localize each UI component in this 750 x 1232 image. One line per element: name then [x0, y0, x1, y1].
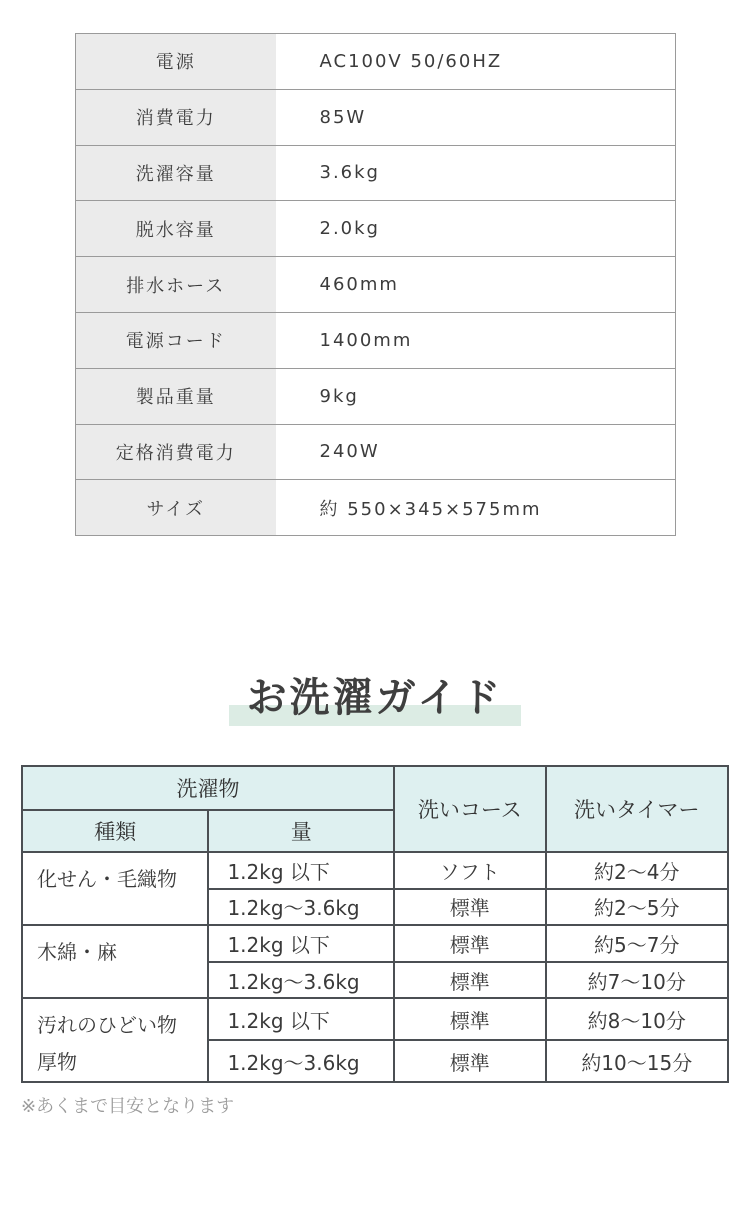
spec-value: 約 550×345×575mm: [276, 480, 676, 536]
course-cell: 標準: [394, 998, 545, 1040]
spec-row-power: [76, 34, 676, 90]
laundry-guide-table: [21, 765, 729, 1083]
timer-cell: 約10〜15分: [546, 1040, 728, 1082]
spec-value: AC100V 50/60HZ: [276, 34, 676, 90]
type-label: 汚れのひどい物: [37, 1013, 177, 1038]
header-amount: 量: [208, 810, 394, 852]
table-row: [22, 852, 728, 889]
spec-value: 2.0kg: [276, 201, 676, 257]
type-label: 木綿・麻: [37, 940, 117, 965]
amount-cell: 1.2kg〜3.6kg: [208, 962, 394, 999]
spec-label: 電源コード: [76, 312, 276, 368]
spec-label: サイズ: [76, 480, 276, 536]
course-cell: 標準: [394, 925, 545, 962]
amount-cell: 1.2kg〜3.6kg: [208, 1040, 394, 1082]
type-label: 厚物: [37, 1050, 77, 1075]
spec-label: 脱水容量: [76, 201, 276, 257]
spec-row-drain-hose: [76, 257, 676, 313]
header-laundry: 洗濯物: [22, 766, 394, 810]
guide-heading: [0, 672, 750, 732]
spec-row-wash-capacity: [76, 145, 676, 201]
spec-value: 1400mm: [276, 312, 676, 368]
spec-table: [75, 33, 676, 536]
spec-label: 製品重量: [76, 368, 276, 424]
spec-label: 定格消費電力: [76, 424, 276, 480]
amount-cell: 1.2kg〜3.6kg: [208, 889, 394, 926]
guide-header-row: [22, 766, 728, 810]
spec-value: 240W: [276, 424, 676, 480]
spec-row-weight: [76, 368, 676, 424]
footnote: ※あくまで目安となります: [21, 1096, 235, 1117]
amount-cell: 1.2kg 以下: [208, 998, 394, 1040]
header-course: 洗いコース: [394, 766, 545, 852]
type-cell: [22, 925, 208, 998]
table-row: [22, 998, 728, 1040]
amount-cell: 1.2kg 以下: [208, 852, 394, 889]
spec-value: 3.6kg: [276, 145, 676, 201]
spec-value: 85W: [276, 89, 676, 145]
spec-label: 消費電力: [76, 89, 276, 145]
spec-row-spin-capacity: [76, 201, 676, 257]
guide-title: お洗濯ガイド: [246, 675, 504, 721]
spec-row-power-cord: [76, 312, 676, 368]
timer-cell: 約7〜10分: [546, 962, 728, 999]
timer-cell: 約8〜10分: [546, 998, 728, 1040]
type-cell: [22, 852, 208, 925]
course-cell: 標準: [394, 962, 545, 999]
course-cell: 標準: [394, 889, 545, 926]
spec-row-size: [76, 480, 676, 536]
course-cell: 標準: [394, 1040, 545, 1082]
amount-cell: 1.2kg 以下: [208, 925, 394, 962]
spec-label: 排水ホース: [76, 257, 276, 313]
type-cell: [22, 998, 208, 1082]
type-label: 化せん・毛織物: [37, 867, 177, 891]
spec-label: 洗濯容量: [76, 145, 276, 201]
timer-cell: 約2〜4分: [546, 852, 728, 889]
spec-value: 9kg: [276, 368, 676, 424]
timer-cell: 約2〜5分: [546, 889, 728, 926]
spec-row-rated-power: [76, 424, 676, 480]
header-timer: 洗いタイマー: [546, 766, 728, 852]
spec-row-consumption: [76, 89, 676, 145]
spec-value: 460mm: [276, 257, 676, 313]
course-cell: ソフト: [394, 852, 545, 889]
spec-label: 電源: [76, 34, 276, 90]
timer-cell: 約5〜7分: [546, 925, 728, 962]
table-row: [22, 925, 728, 962]
header-type: 種類: [22, 810, 208, 852]
